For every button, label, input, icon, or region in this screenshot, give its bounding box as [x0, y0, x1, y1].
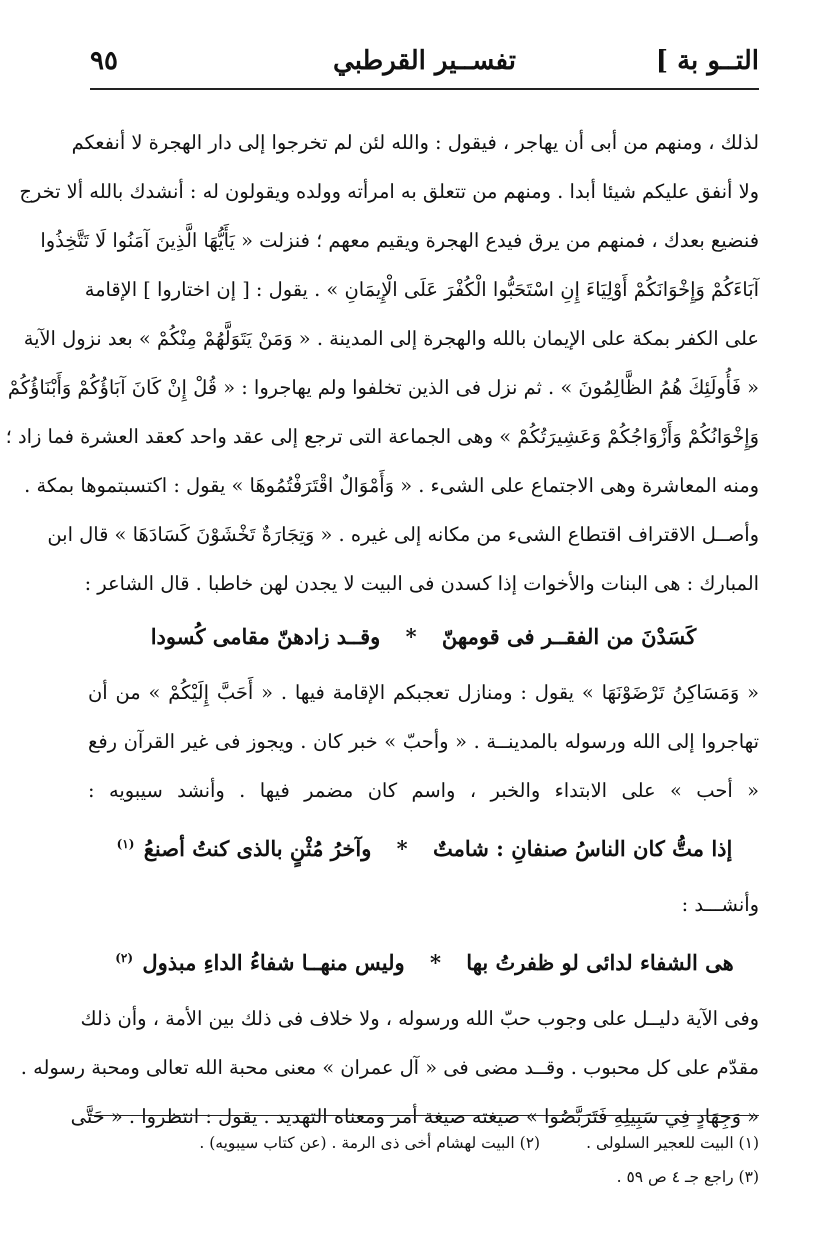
recitation-label	[88, 880, 759, 929]
footnote-3: (٣) راجع جـ ٤ ص ٥٩ .	[616, 1168, 759, 1186]
page-body	[5, 118, 759, 1141]
book-title: تفســير القرطبي	[333, 46, 516, 76]
text-line: ومنه المعاشرة وهى الاجتماع على الشىء . « وَأَمْوَالٌ اقْتَرَفْتُمُوهَا » يقول : اكتسبتموها بمكة .	[24, 474, 759, 497]
text-line: المبارك : هى البنات والأخوات إذا كسدن فى البيت لا يجدن لهن خاطبا . قال الشاعر :	[84, 572, 759, 595]
verse-separator: *	[430, 950, 441, 975]
paragraph-2	[88, 668, 759, 815]
text-line: مقدّم على كل محبوب . وقــد مضى فى « آل عمران » معنى محبة الله تعالى ومحبة رسوله .	[20, 1056, 759, 1079]
footnotes	[88, 1115, 759, 1194]
text-line: ولا أنفق عليكم شيئا أبدا . ومنهم من تتعلق به امرأته وولده ويقولون له : أنشدك بالله ألا تخرج	[19, 180, 759, 203]
text-line: « أحب » على الابتداء والخبر ، واسم كان مضمر فيها . وأنشد سيبويه :	[88, 779, 759, 802]
text-line: تهاجروا إلى الله ورسوله بالمدينــة . « وأحبّ » خبر كان . ويجوز فى غير القرآن رفع	[88, 730, 759, 753]
paragraph-1	[5, 118, 759, 608]
text-line: آبَاءَكُمْ وَإِخْوَانَكُمْ أَوْلِيَاءَ إِنِ اسْتَحَبُّوا الْكُفْرَ عَلَى الْإِيمَانِ » . يقول : [ إن اختاروا ] الإقامة	[84, 278, 759, 301]
poem-hemistich-left: وليس منهــا شفاءُ الداءِ مبذول	[142, 950, 405, 975]
page-number: ٩٥	[90, 46, 118, 76]
footnote-1: (١) البيت للعجير السلولى .	[586, 1134, 759, 1152]
sura-name: التــو بة ]	[655, 46, 759, 76]
text-line: وأنشـــد :	[681, 893, 759, 916]
text-line: فنضيع بعدك ، فمنهم من يرق فيدع الهجرة ويقيم معهم ؛ فنزلت « يَأَيُّهَا الَّذِينَ آمَنُوا لَا تَتَّخِذُوا	[40, 229, 759, 252]
poem-hemistich-left: وقــد زادهنّ مقامى كُسودا	[150, 624, 381, 649]
footnote-2: (٢) البيت لهشام أخى ذى الرمة . (عن كتاب سيبويه) .	[199, 1134, 541, 1152]
poem-hemistich-right: كَسَدْنَ من الفقــر فى قومهنّ	[441, 624, 697, 649]
footnote-ref: (٢)	[115, 951, 134, 965]
text-line: وأصــل الاقتراف اقتطاع الشىء من مكانه إلى غيره . « وَتِجَارَةٌ تَخْشَوْنَ كَسَادَهَا » قال ابن	[47, 523, 759, 546]
text-line: وَإِخْوَانُكُمْ وَأَزْوَاجُكُمْ وَعَشِيرَتُكُمْ » وهى الجماعة التى ترجع إلى عقد واحد كعقد العشرة فما زاد ؛	[5, 425, 759, 448]
poem-verse-2	[88, 819, 759, 874]
text-line: « وَجِهَادٍ فِي سَبِيلِهِ فَتَرَبَّصُوا » صيغته صيغة أمر ومعناه التهديد . يقول : انتظروا . « حَتَّى	[70, 1105, 759, 1128]
page-header	[90, 42, 759, 90]
poem-verse-1	[88, 612, 759, 662]
text-line: « فَأُولَئِكَ هُمُ الظَّالِمُونَ » . ثم نزل فى الذين تخلفوا ولم يهاجروا : « قُلْ إِنْ كَانَ آبَاؤُكُمْ وَأَبْنَاؤُكُمْ	[7, 376, 759, 399]
poem-hemistich-right: هى الشفاء لدائى لو ظفرتُ بها	[466, 950, 734, 975]
verse-separator: *	[405, 624, 417, 649]
poem-hemistich-right: إذا متُّ كان الناسُ صنفانِ : شامتٌ	[432, 836, 733, 861]
poem-verse-3	[88, 933, 759, 988]
verse-separator: *	[396, 836, 408, 861]
text-line: وفى الآية دليــل على وجوب حبّ الله ورسوله ، ولا خلاف فى ذلك بين الأمة ، وأن ذلك	[80, 1007, 759, 1030]
text-line: « وَمَسَاكِنُ تَرْضَوْنَهَا » يقول : ومنازل تعجبكم الإقامة فيها . « أَحَبَّ إِلَيْكُمْ » من أن	[88, 681, 759, 704]
footnote-row	[88, 1160, 759, 1194]
text-line: لذلك ، ومنهم من أبى أن يهاجر ، فيقول : والله لئن لم تخرجوا إلى دار الهجرة لا أنفعكم	[71, 131, 759, 154]
poem-hemistich-left: وآخرُ مُثْنٍ بالذى كنتُ أصنعُ	[143, 836, 372, 861]
footnote-ref: (١)	[116, 837, 135, 851]
text-line: على الكفر بمكة على الإيمان بالله والهجرة إلى المدينة . « وَمَنْ يَتَوَلَّهُمْ مِنْكُمْ » بعد نزول الآية	[23, 327, 759, 350]
footnote-row	[88, 1126, 759, 1160]
